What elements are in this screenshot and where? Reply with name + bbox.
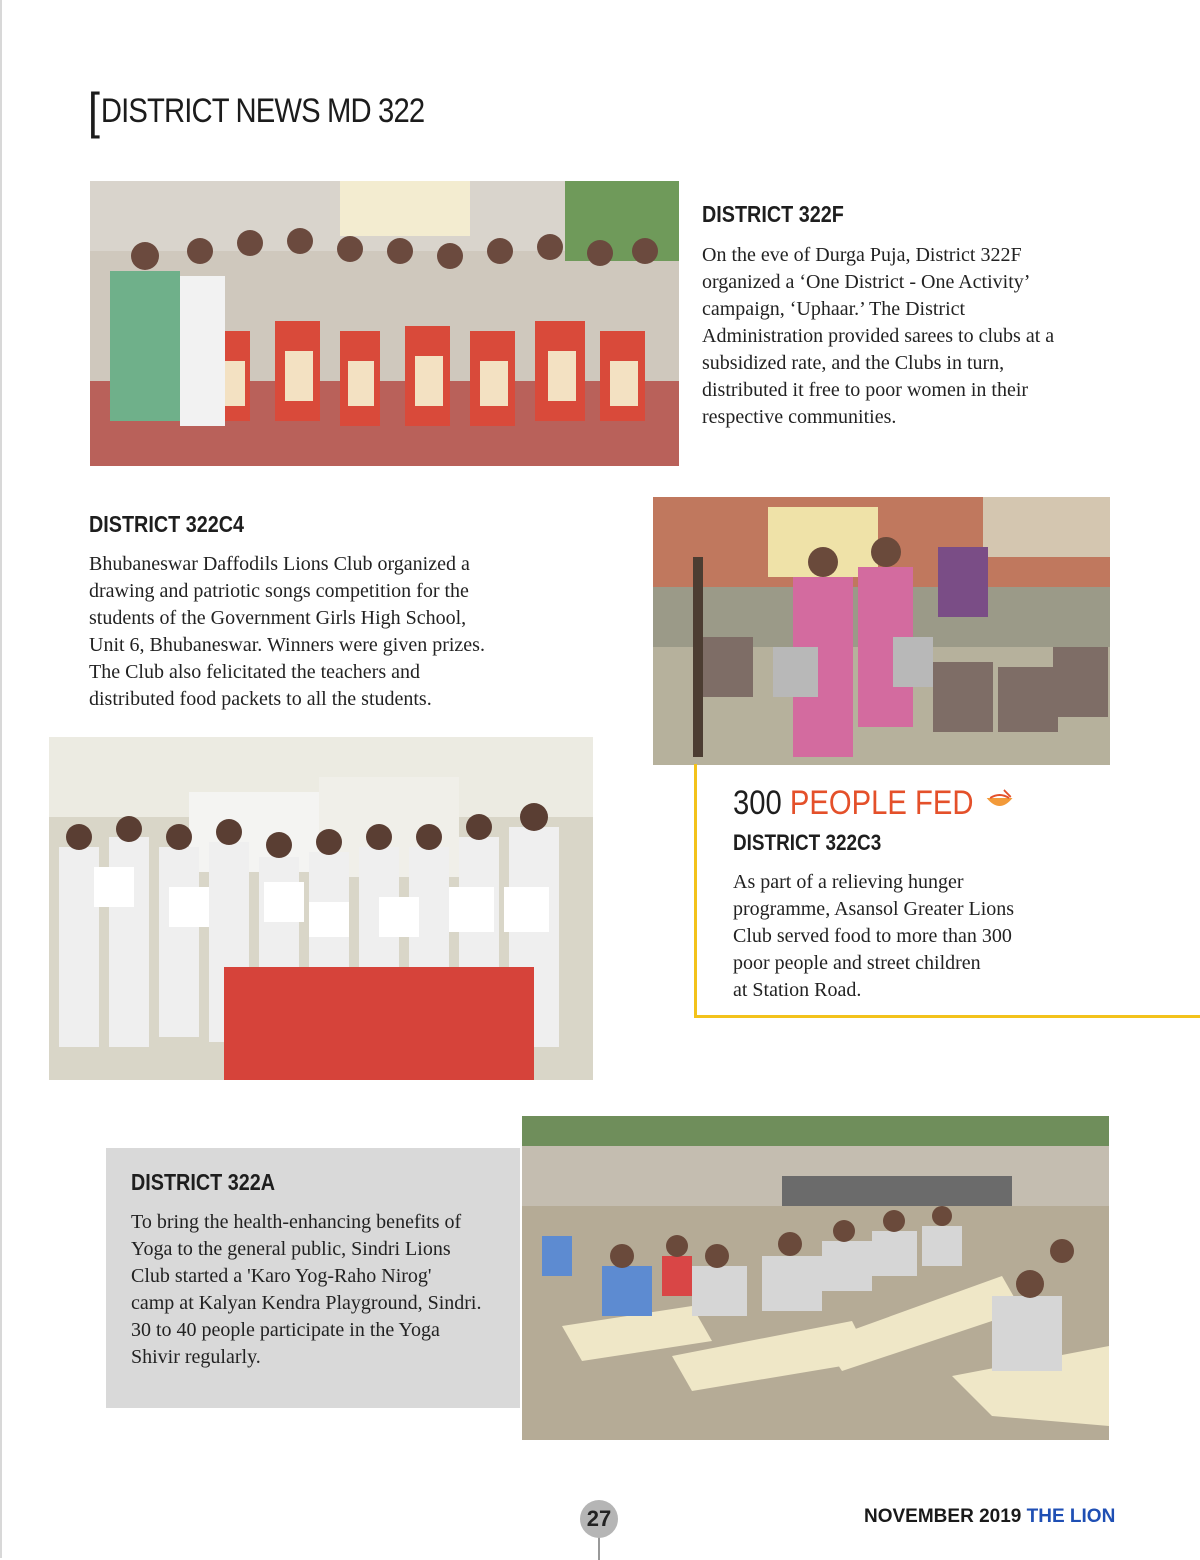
heading-district-322a: DISTRICT 322A (131, 1169, 275, 1195)
text-line: Yoga to the general public, Sindri Lions (131, 1238, 451, 1260)
highlight-text: PEOPLE FED (789, 784, 974, 822)
text-line: at Station Road. (733, 979, 862, 1001)
body-district-322a (131, 1209, 516, 1371)
text-line: organized a ‘One District - One Activity’ (702, 271, 1031, 293)
text-line: respective communities. (702, 406, 897, 428)
page-title: DISTRICT NEWS MD 322 (100, 92, 425, 130)
text-line: Club served food to more than 300 (733, 925, 1012, 947)
section-title (88, 83, 425, 139)
text-line: subsidized rate, and the Clubs in turn, (702, 352, 1005, 374)
bowl-icon (985, 788, 1014, 812)
text-line: camp at Kalyan Kendra Playground, Sindri. (131, 1292, 482, 1314)
text-line: drawing and patriotic songs competition for the (89, 580, 469, 602)
photo-saree-distribution (90, 181, 679, 466)
photo-drawing-competition (49, 737, 593, 1080)
page-number: 27 (580, 1500, 618, 1538)
heading-district-322f: DISTRICT 322F (702, 201, 844, 227)
text-line: campaign, ‘Uphaar.’ The District (702, 298, 966, 320)
text-line: On the eve of Durga Puja, District 322F (702, 244, 1022, 266)
text-line: To bring the health-enhancing benefits of (131, 1211, 462, 1233)
issue-date: NOVEMBER 2019 (864, 1506, 1022, 1527)
text-line: Administration provided sarees to clubs at a (702, 325, 1055, 347)
heading-district-322c3: DISTRICT 322C3 (733, 830, 882, 855)
text-line: Unit 6, Bhubaneswar. Winners were given prizes. (89, 634, 485, 656)
magazine-name: THE LION (1026, 1506, 1116, 1527)
body-district-322f (702, 242, 1142, 431)
text-line: distributed food packets to all the students. (89, 688, 432, 710)
text-line: 30 to 40 people participate in the Yoga (131, 1319, 440, 1341)
text-line: poor people and street children (733, 952, 981, 974)
text-line: Shivir regularly. (131, 1346, 261, 1368)
text-line: Club started a 'Karo Yog-Raho Nirog' (131, 1265, 432, 1287)
photo-feed-the-hungry (653, 497, 1110, 765)
highlight-number: 300 (733, 784, 782, 822)
text-line: distributed it free to poor women in their (702, 379, 1029, 401)
highlight-heading (733, 784, 1014, 823)
footer-issue-line (864, 1506, 1115, 1528)
body-district-322c4 (89, 551, 559, 713)
heading-district-322c4: DISTRICT 322C4 (89, 511, 244, 537)
body-district-322c3 (733, 869, 1133, 1004)
text-line: Bhubaneswar Daffodils Lions Club organized a (89, 553, 470, 575)
photo-yoga-camp (522, 1116, 1109, 1440)
text-line: As part of a relieving hunger (733, 871, 964, 893)
text-line: students of the Government Girls High School, (89, 607, 467, 629)
text-line: The Club also felicitated the teachers and (89, 661, 420, 683)
title-bracket: [ (88, 83, 100, 139)
text-line: programme, Asansol Greater Lions (733, 898, 1015, 920)
